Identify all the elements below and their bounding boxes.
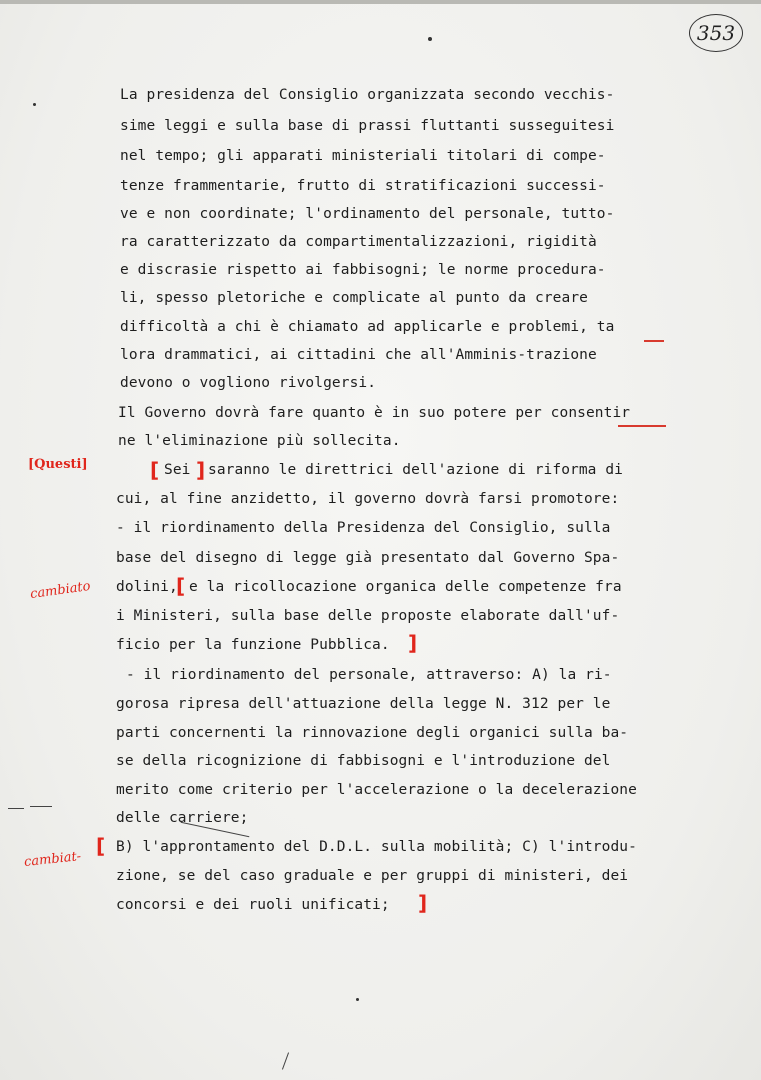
text-line: base del disegno di legge già presentato dal Governo Spa- [116, 550, 620, 566]
text-line: merito come criterio per l'accelerazione o la decelerazione [116, 782, 637, 798]
pen-mark [30, 806, 52, 807]
close-bracket: ] [418, 891, 428, 915]
text-line: ficio per la funzione Pubblica. [116, 637, 390, 653]
text-line: tenze frammentarie, frutto di stratificazioni successi- [120, 178, 606, 194]
pen-mark [8, 808, 24, 809]
text-line: nel tempo; gli apparati ministeriali titolari di compe- [120, 148, 606, 164]
margin-note-cambiato: cambiato [29, 578, 92, 603]
text-line: concorsi e dei ruoli unificati; [116, 897, 390, 913]
page-top-edge [0, 0, 761, 4]
red-underline [644, 340, 664, 342]
text-line: dolini, [116, 579, 178, 595]
text-line: saranno le direttrici dell'azione di riforma di [208, 462, 623, 478]
open-bracket: [ [176, 574, 186, 598]
ink-dot [356, 998, 359, 1001]
close-bracket: ] [408, 631, 418, 655]
text-line: La presidenza del Consiglio organizzata secondo vecchis- [120, 87, 615, 103]
text-line: - il riordinamento del personale, attraverso: A) la ri- [126, 667, 612, 683]
text-line: e la ricollocazione organica delle competenze fra [189, 579, 622, 595]
text-line: ne l'eliminazione più sollecita. [118, 433, 401, 449]
text-line: e discrasie rispetto ai fabbisogni; le norme procedura- [120, 262, 606, 278]
text-line: delle carriere; [116, 810, 249, 826]
text-line: cui, al fine anzidetto, il governo dovrà farsi promotore: [116, 491, 620, 507]
pen-mark [282, 1052, 289, 1069]
text-line: lora drammatici, ai cittadini che all'Amminis-trazione [120, 347, 597, 363]
text-line: devono o vogliono rivolgersi. [120, 375, 377, 391]
text-line: sime leggi e sulla base di prassi fluttanti susseguitesi [120, 118, 615, 134]
text-line: parti concernenti la rinnovazione degli organici sulla ba- [116, 725, 629, 741]
text-line: se della ricognizione di fabbisogni e l'introduzione del [116, 753, 611, 769]
margin-note-cambiato-2: cambiat- [23, 849, 82, 870]
open-bracket: [ [96, 834, 106, 858]
open-bracket: [ [150, 458, 160, 482]
margin-note-questi: [Questi] [28, 457, 88, 472]
text-line: ra caratterizzato da compartimentalizzazioni, rigidità [120, 234, 597, 250]
inserted-word: Sei [164, 462, 191, 478]
text-line: B) l'approntamento del D.D.L. sulla mobilità; C) l'introdu- [116, 839, 637, 855]
ink-dot [33, 103, 36, 106]
text-line: li, spesso pletoriche e complicate al punto da creare [120, 290, 588, 306]
text-line: ve e non coordinate; l'ordinamento del personale, tutto- [120, 206, 615, 222]
text-line: Il Governo dovrà fare quanto è in suo potere per consentir [118, 405, 631, 421]
ink-dot [428, 37, 432, 41]
text-line: - il riordinamento della Presidenza del Consiglio, sulla [116, 520, 611, 536]
text-line: gorosa ripresa dell'attuazione della legge N. 312 per le [116, 696, 611, 712]
close-bracket: ] [196, 458, 206, 482]
red-underline [618, 425, 666, 427]
text-line: zione, se del caso graduale e per gruppi di ministeri, dei [116, 868, 629, 884]
page-number: 353 [689, 14, 743, 52]
text-line: i Ministeri, sulla base delle proposte elaborate dall'uf- [116, 608, 620, 624]
text-line: difficoltà a chi è chiamato ad applicarle e problemi, ta [120, 319, 615, 335]
